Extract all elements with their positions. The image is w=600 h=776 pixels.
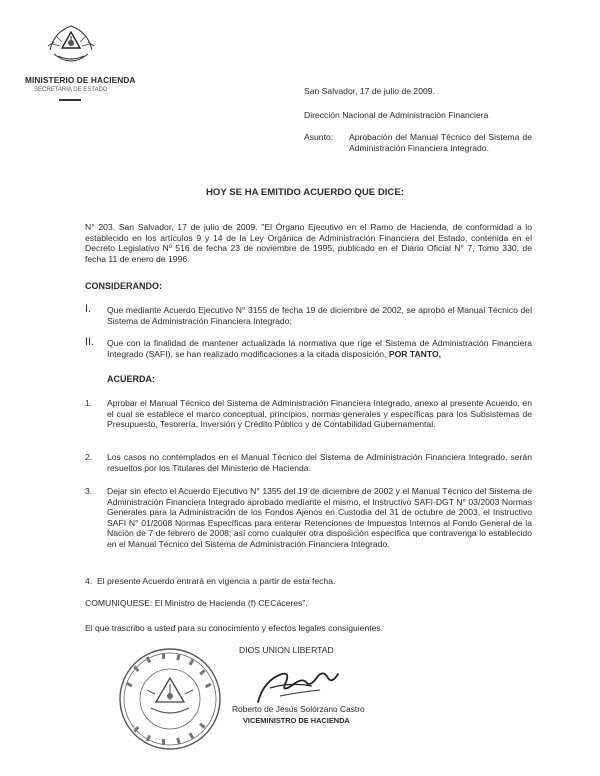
acuerda-item: Dejar sin efecto el Acuerdo Ejecutivo N° 1355 del 19 de diciembre de 2002 y el Manual Técnico del Sistema de Administración Financiera Integrado aprobado mediante el mismo, el Instructivo SAFI-DGT N° 03/2003 Normas Generales para la Administración de los Fondos Ajenos en Custodia del 31 de octubre de 2003, el Instructivo SAFI N° 01/2008 Normas Específicas para enterar Retenciones de Impuestos Internos al Fondo General de la Nación de 7 de febrero de 2008; así como cualquier otra disposición específica que contravenga lo establecido en el Manual Técnico del Sistema de Administración Financiera Integrado.: [107, 486, 532, 549]
place-date: San Salvador, 17 de julio de 2009.: [304, 86, 435, 96]
header-underline: [59, 99, 81, 101]
considerando-number: II.: [85, 336, 95, 348]
considerando-number: I.: [85, 303, 92, 315]
subject-label: Asunto:: [304, 132, 334, 142]
motto: DIOS UNION LIBERTAD: [239, 645, 334, 655]
considerando-item: [107, 338, 532, 359]
considerando-title: CONSIDERANDO:: [85, 281, 163, 291]
acuerda-number: 1.: [85, 398, 93, 408]
transcribe-line: El que trascribo a usted para su conocimiento y efectos legales consiguientes.: [85, 623, 384, 633]
acuerda-title: ACUERDA:: [107, 374, 155, 384]
considerando-item-text: Que con la finalidad de mantener actualizada la normativa que rige el Sistema de Administración Financiera Integrado (SAFI), se han realizado modificaciones a la citada disposición,: [107, 338, 532, 359]
acuerda-item: Aprobar el Manual Técnico del Sistema de Administración Financiera Integrado, anexo al presente Acuerdo, en el cual se establece el marco conceptual, principios, normas generales y específicas para los Subsistemas de Presupuesto, Tesorería, Inversión y Crédito Público y de Contabilidad Gubernamental.: [107, 398, 532, 430]
acuerda-number: 4.: [85, 576, 93, 586]
acuerda-number: 3.: [85, 486, 93, 496]
considerando-item: Que mediante Acuerdo Ejecutivo N° 3155 de fecha 19 de diciembre de 2002, se aprobó el Manual Técnico del Sistema de Administración Financiera Integrado;: [107, 305, 532, 326]
comuniquese-line: COMUNIQUESE: El Ministro de Hacienda (f) CECáceres".: [85, 598, 308, 608]
subject-text: Aprobación del Manual Técnico del Sistema de Administración Financiera Integrado.: [349, 132, 532, 153]
official-stamp: [117, 646, 223, 752]
acuerda-item: El presente Acuerdo entrará en vigencia a partir de esta fecha.: [97, 576, 336, 586]
signer-name: Roberto de Jesús Solórzano Castro: [232, 704, 365, 714]
recipient: Dirección Nacional de Administración Financiera: [304, 110, 489, 120]
ministry-name: MINISTERIO DE HACIENDA: [25, 75, 136, 85]
document-heading: HOY SE HA EMITIDO ACUERDO QUE DICE:: [206, 187, 404, 198]
acuerda-number: 2.: [85, 452, 93, 462]
signer-title: VICEMINISTRO DE HACIENDA: [243, 716, 350, 725]
handwritten-signature: [250, 662, 342, 710]
secretariat-name: SECRETARIA DE ESTADO: [34, 87, 108, 93]
coat-of-arms-logo: [44, 20, 98, 70]
intro-paragraph: N° 203. San Salvador, 17 de julio de 2009. "El Órgano Ejecutivo en el Ramo de Hacienda, de conformidad a lo establecido en los artículos 9 y 14 de la Ley Orgánica de Administración Financiera del Estado, contenida en el Decreto Legislativo Nº 516 de fecha 23 de noviembre de 1995, publicado en el Diario Oficial N° 7, Tomo 330, de fecha 11 de enero de 1996.: [85, 222, 532, 264]
considerando-item-bold-tail: POR TANTO,: [388, 348, 442, 359]
acuerda-item: Los casos no contemplados en el Manual Técnico del Sistema de Administración Financiera Integrado, serán resueltos por los Titulares del Ministerio de Hacienda.: [107, 452, 532, 473]
